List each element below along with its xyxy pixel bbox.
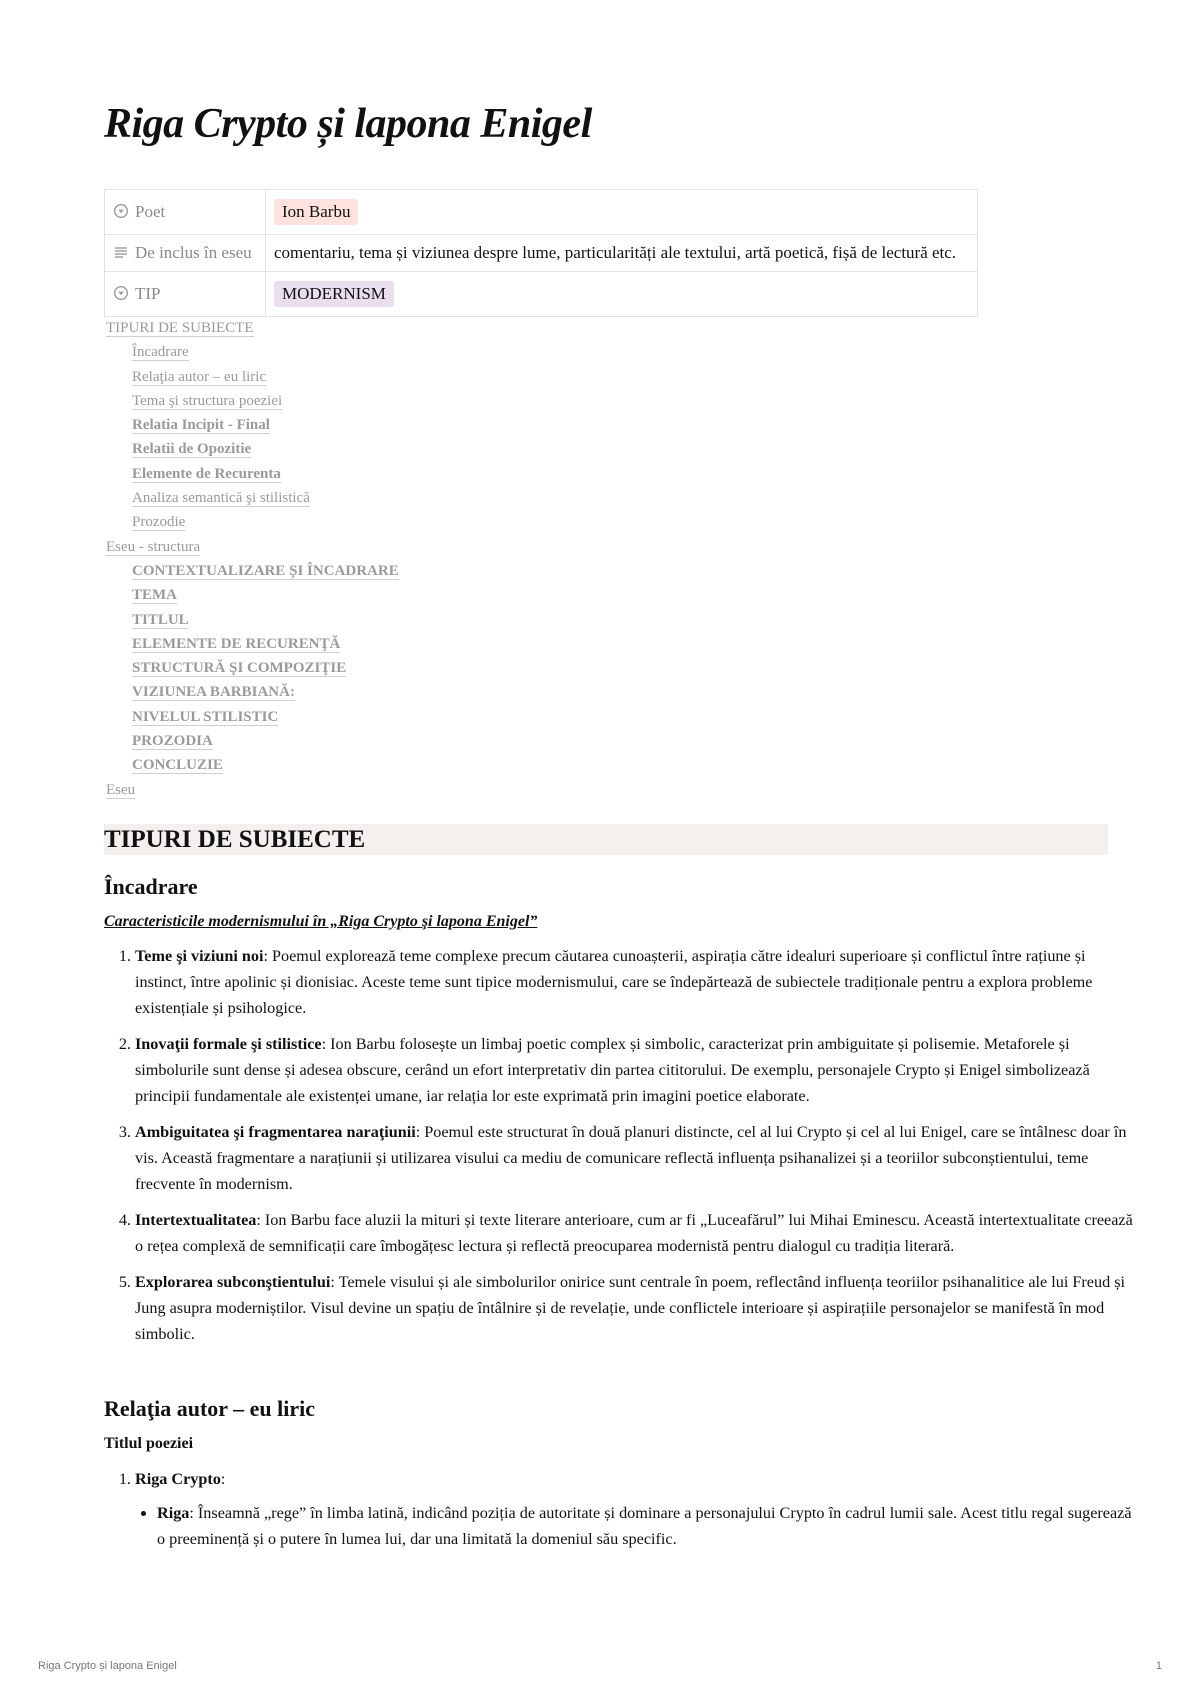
toc-link[interactable]: ELEMENTE DE RECURENŢĂ	[132, 635, 341, 652]
property-value[interactable]	[266, 190, 978, 235]
list-item: • Riga: Înseamnă „rege” în limba latină, indicând poziția de autoritate și dominare a personajului Crypto în cadrul lumii sale. Acest titlu regal sugerează o preeminență și o putere în lumea lui, dar una limitată la domeniul său specific.	[157, 1500, 1139, 1552]
subheading: Caracteristicile modernismului în „Riga Crypto şi lapona Enigel”	[104, 913, 538, 930]
toc-link[interactable]: NIVELUL STILISTIC	[132, 708, 279, 725]
properties-table	[104, 189, 978, 317]
list-item: 1. Teme şi viziuni noi: Poemul explorează teme complexe precum căutarea cunoașterii, aspirația către idealuri superioare și conflictul între rațiune și instinct, între apolinic și dionisiac. Aceste teme sunt tipice modernismului, care se îndepărtează de subiectele tradiționale pentru a explora probleme existențiale și psihologice.	[135, 943, 1139, 1021]
property-key	[105, 235, 266, 272]
toc-link[interactable]: TITLUL	[132, 611, 189, 628]
footer-title: Riga Crypto și lapona Enigel	[38, 1660, 177, 1672]
text-icon	[113, 244, 129, 260]
toc-link[interactable]: Prozodie	[132, 514, 186, 531]
property-row	[105, 272, 978, 317]
select-icon	[113, 285, 129, 301]
bullet-list	[135, 1500, 1139, 1552]
toc-link[interactable]: Eseu - structura	[106, 538, 201, 555]
property-value[interactable]: comentariu, tema și viziunea despre lume, particularități ale textului, artă poetică, fișă de lectură etc.	[266, 235, 978, 272]
toc-link[interactable]: PROZODIA	[132, 733, 213, 750]
type-pill[interactable]: MODERNISM	[274, 281, 394, 307]
table-of-contents	[106, 316, 399, 802]
toc-link[interactable]: STRUCTURĂ ŞI COMPOZIŢIE	[132, 660, 347, 677]
list-item: 4. Intertextualitatea: Ion Barbu face aluzii la mituri și texte literare anterioare, cum ar fi „Luceafărul” lui Mihai Eminescu. Această intertextualitate creează o rețea complexă de semnificații care îmbogățesc lectura și reflectă preocuparea modernistă pentru dialogul cu tradiția literară.	[135, 1207, 1139, 1259]
toc-link[interactable]: Încadrare	[132, 344, 189, 361]
list-item: 5. Explorarea subconştientului: Temele visului și ale simbolurilor onirice sunt centrale în poem, reflectând influența teoriilor psihanalitice ale lui Freud și Jung asupra moderniștilor. Visul devine un spațiu de întâlnire și de revelație, unde conflictele interioare și aspirațiile personajelor se manifestă în mod simbolic.	[135, 1269, 1139, 1347]
toc-link[interactable]: Relaţia autor – eu liric	[132, 368, 267, 385]
property-label: TIP	[135, 284, 161, 303]
property-row	[105, 235, 978, 272]
toc-link[interactable]: Eseu	[106, 781, 136, 798]
section-heading: TIPURI DE SUBIECTE	[104, 824, 1108, 855]
poet-pill[interactable]: Ion Barbu	[274, 199, 358, 225]
property-label: Poet	[135, 202, 166, 221]
toc-link[interactable]: TIPURI DE SUBIECTE	[106, 320, 254, 336]
toc-link[interactable]: CONTEXTUALIZARE ȘI ÎNCADRARE	[132, 562, 399, 579]
numbered-list	[104, 943, 1139, 1357]
property-key	[105, 272, 266, 317]
list-item: 2. Inovaţii formale şi stilistice: Ion Barbu folosește un limbaj poetic complex și simbolic, caracterizat prin ambiguitate și polisemie. Metaforele și simbolurile sunt dense și adesea obscure, cerând un efort interpretativ din partea cititorului. De exemplu, personajele Crypto și Enigel simbolizează principii fundamentale ale existenței umane, iar relația lor este exprimată prin imagini poetice elaborate.	[135, 1031, 1139, 1109]
toc-link[interactable]: CONCLUZIE	[132, 757, 223, 774]
property-key	[105, 190, 266, 235]
property-value[interactable]	[266, 272, 978, 317]
list-item: 3. Ambiguitatea şi fragmentarea naraţiunii: Poemul este structurat în două planuri distincte, cel al lui Crypto și cel al lui Enigel, care se întâlnesc doar în vis. Această fragmentare a narațiunii și utilizarea visului ca mediu de comunicare reflectă influența psihanalizei și a teoriilor subconștientului, teme frecvente în modernism.	[135, 1119, 1139, 1197]
toc-link[interactable]: Elemente de Recurenta	[132, 465, 281, 482]
subsection-heading: Încadrare	[104, 874, 198, 899]
toc-link[interactable]: Relatii de Opozitie	[132, 441, 252, 458]
toc-link[interactable]: Relatia Incipit - Final	[132, 417, 270, 434]
select-icon	[113, 203, 129, 219]
property-label: De inclus în eseu	[135, 243, 252, 262]
numbered-list	[104, 1466, 1139, 1562]
list-item: 1. Riga Crypto: • Riga: Înseamnă „rege” în limba latină, indicând poziția de autoritate și dominare a personajului Crypto în cadrul lumii sale. Acest titlu regal sugerează o preeminență și o putere în lumea lui, dar una limitată la domeniul său specific.	[135, 1466, 1139, 1552]
page-title: Riga Crypto și lapona Enigel	[104, 101, 592, 147]
toc-link[interactable]: VIZIUNEA BARBIANĂ:	[132, 684, 295, 701]
property-row	[105, 190, 978, 235]
toc-link[interactable]: Analiza semantică şi stilistică	[132, 490, 310, 507]
toc-link[interactable]: Tema şi structura poeziei	[132, 392, 283, 409]
toc-link[interactable]: TEMA	[132, 587, 177, 604]
page-number: 1	[1155, 1660, 1162, 1672]
subheading: Titlul poeziei	[104, 1435, 194, 1452]
subsection-heading: Relaţia autor – eu liric	[104, 1396, 315, 1421]
